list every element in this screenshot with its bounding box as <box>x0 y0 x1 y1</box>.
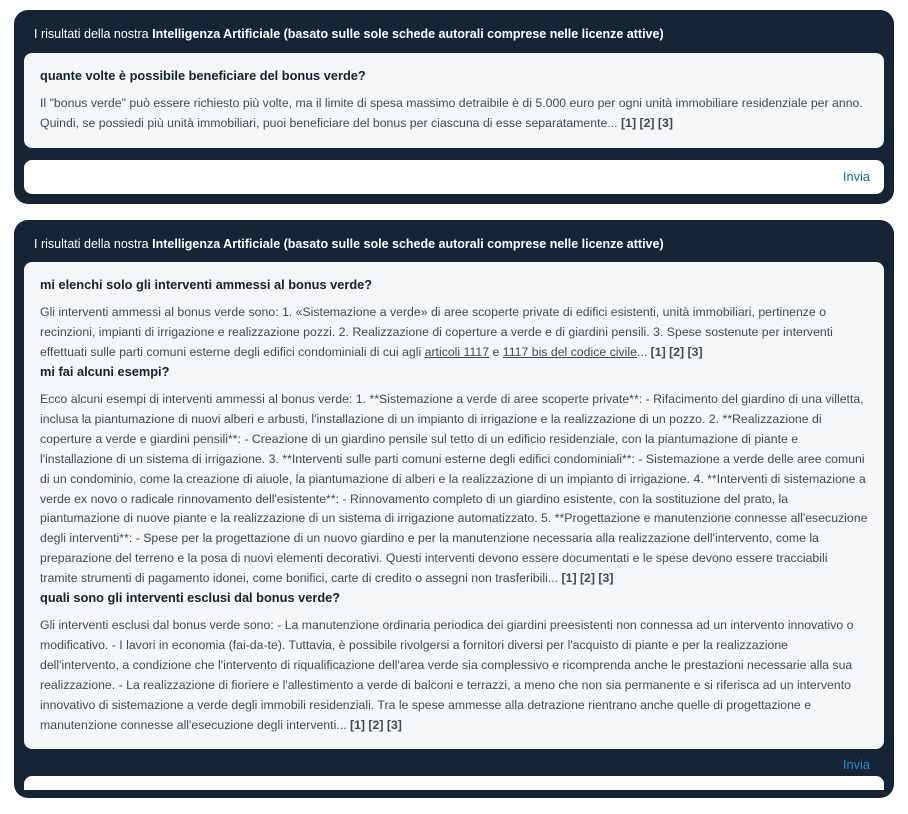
chat-input-1[interactable] <box>36 160 841 194</box>
card-header-bold-1: Intelligenza Artificiale (basato sulle sole schede autorali comprese nelle licenze attive) <box>152 27 664 41</box>
answer-panel-2 <box>24 262 884 749</box>
send-row-2 <box>24 749 884 776</box>
law-reference-link-1[interactable]: articoli 1117 <box>424 345 490 360</box>
qa-answer <box>40 94 868 134</box>
qa-answer-text: Ecco alcuni esempi di interventi ammessi al bonus verde: 1. **Sistemazione a verde di aree scoperte private**: - Rifacimento del giardino di una villetta, inclusa la piantumazione di nuovi alberi e arbusti, l'installazione di un impianto di irrigazione e la realizzazione di un pozzo. 2. **Realizzazione di coperture a verde e giardini pensili**: - Creazione di un giardino pensile sul tetto di un edificio residenziale, con la piantumazione di piante e l'installazione di un sistema di irrigazione. 3. **Interventi sulle parti comuni esterne degli edifici condominiali**: - Sistemazione a verde delle aree comuni di un condominio, come la creazione di aiuole, la piantumazione di alberi e la realizzazione di un impianto di irrigazione. 4. **Interventi di sistemazione a verde ex novo o radicale rinnovamento dell'esistente**: - Rinnovamento completo di un giardino esistente, con la sostituzione del prato, la piantumazione di nuove piante e la realizzazione di un sistema di irrigazione automatizzato. 5. **Progettazione e manutenzione connesse all'esecuzione degli interventi**: - Spese per la progettazione di un nuovo giardino e per la manutenzione necessaria alla realizzazione dell'intervento, come la preparazione del terreno e la posa di nuovi elementi decorativi. Questi interventi devono essere documentati e le spese devono essere tracciabili tramite strumenti di pagamento idonei, come bonifici, carte di credito o assegni non trasferibili... <box>40 392 868 586</box>
card-header-1 <box>24 20 884 53</box>
qa-answer-text: Il "bonus verde" può essere richiesto più volte, ma il limite di spesa massimo detraibile è di 5.000 euro per ogni unità immobiliare residenziale per anno. Quindi, se possiedi più unità immobiliari, puoi beneficiare del bonus per ciascuna di esse separatamente... <box>40 95 863 130</box>
send-button-1[interactable]: Invia <box>842 169 870 185</box>
ai-result-card-2 <box>14 220 894 799</box>
qa-citations[interactable]: [1] [2] [3] <box>561 571 614 586</box>
qa-citations[interactable]: [1] [2] [3] <box>621 115 673 130</box>
chat-input-row-1[interactable] <box>24 160 884 194</box>
qa-block <box>40 67 868 134</box>
qa-answer-mid: e <box>489 345 503 360</box>
qa-answer <box>40 616 868 735</box>
qa-question: quali sono gli interventi esclusi dal bonus verde? <box>40 590 341 606</box>
qa-question: quante volte è possibile beneficiare del bonus verde? <box>40 67 366 83</box>
qa-answer-post: ... <box>636 345 651 360</box>
chat-input-2[interactable] <box>24 776 884 790</box>
qa-answer-text: Gli interventi ammessi al bonus verde sono: 1. «Sistemazione a verde» di aree scoperte private di edifici esistenti, unità immobiliari, pertinenze o recinzioni, impianti di irrigazione e realizzazione pozzi. 2. Realizzazione di coperture a verde e di giardini pensili. 3. Spese sostenute per interventi effettuati sulle parti comuni esterne degli edifici condominiali di cui agli <box>40 305 833 360</box>
card-header-2 <box>24 230 884 263</box>
qa-question: mi elenchi solo gli interventi ammessi al bonus verde? <box>40 277 373 293</box>
card-header-prefix-2: I risultati della nostra <box>34 236 153 251</box>
card-header-bold-2: Intelligenza Artificiale (basato sulle sole schede autorali comprese nelle licenze attive) <box>152 236 664 251</box>
qa-block <box>40 589 868 735</box>
card-header-prefix-1: I risultati della nostra <box>34 27 153 41</box>
qa-answer <box>40 390 868 589</box>
send-button-2[interactable]: Invia <box>842 757 870 773</box>
qa-citations[interactable]: [1] [2] [3] <box>650 345 703 360</box>
qa-citations[interactable]: [1] [2] [3] <box>349 717 402 732</box>
qa-block <box>40 276 868 363</box>
qa-answer <box>40 303 868 363</box>
ai-result-card-1 <box>14 10 894 204</box>
qa-block <box>40 363 868 589</box>
law-reference-link-2[interactable]: 1117 bis del codice civile <box>502 345 637 360</box>
answer-panel-1 <box>24 53 884 148</box>
qa-answer-text: Gli interventi esclusi dal bonus verde sono: - La manutenzione ordinaria periodica dei giardini preesistenti non connessa ad un intervento innovativo o modificativo. - I lavori in economia (fai-da-te). Tuttavia, è possibile rivolgersi a fornitori diversi per l'acquisto di piante e per la realizzazione dell'intervento, a condizione che l'intervento di riqualificazione dell'area verde sia complessivo e ricomprenda anche le prestazioni necessarie alla sua realizzazione. - La realizzazione di fioriere e l'allestimento a verde di balconi e terrazzi, a meno che non sia permanente e si riferisca ad un intervento innovativo di sistemazione a verde degli immobili residenziali. Tra le spese ammesse alla detrazione rientrano anche quelle di progettazione e manutenzione connesse all'esecuzione degli interventi... <box>40 617 854 732</box>
qa-question: mi fai alcuni esempi? <box>40 364 170 380</box>
